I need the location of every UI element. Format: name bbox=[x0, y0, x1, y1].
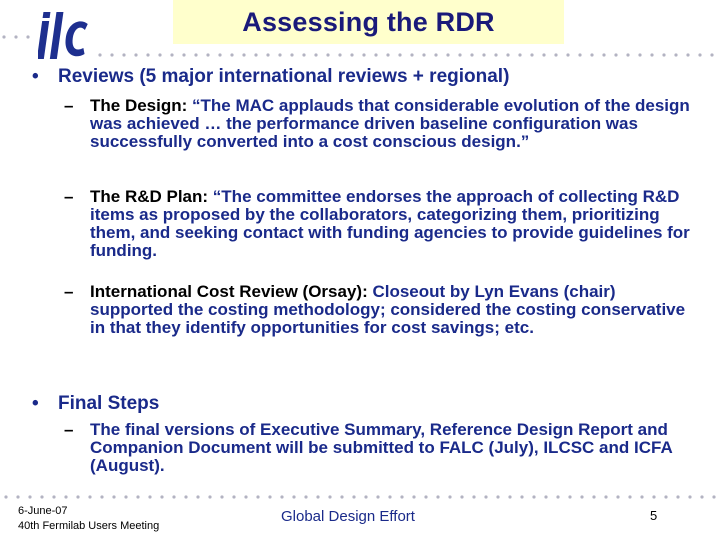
dash-marker: – bbox=[64, 96, 74, 115]
footer-left bbox=[18, 504, 159, 534]
subitem-text: Closeout by Lyn Evans (chair) supported the costing methodology; considered the costing conservative in that they identify opportunities for cost savings; etc. bbox=[90, 282, 686, 337]
bullet-label: Reviews (5 major international reviews + regional) bbox=[58, 66, 510, 87]
subitem-text: “The committee endorses the approach of collecting R&D items as proposed by the collaborators, categorizing them, prioritizing them, and seeking contact with funding agencies to provide guidelines for funding. bbox=[90, 187, 690, 260]
subitem-lead: The R&D Plan: bbox=[90, 187, 209, 206]
header-dotted-rule-left bbox=[0, 34, 720, 40]
header-dotted-rule bbox=[0, 52, 720, 58]
footer-date: 6-June-07 bbox=[18, 505, 68, 517]
subitem-body bbox=[90, 421, 700, 475]
footer-organization: Global Design Effort bbox=[281, 508, 415, 525]
dots-group bbox=[4, 495, 715, 498]
subitem-body bbox=[90, 188, 700, 260]
bullet-marker: • bbox=[32, 66, 39, 87]
subitem-lead: The Design: bbox=[90, 96, 188, 115]
footer-dotted-rule bbox=[0, 494, 720, 500]
subitem-body bbox=[90, 97, 700, 151]
subitem-lead: International Cost Review (Orsay): bbox=[90, 282, 368, 301]
dash-marker: – bbox=[64, 187, 74, 206]
page-number: 5 bbox=[650, 508, 658, 523]
subitem-body bbox=[90, 283, 700, 337]
dash-marker: – bbox=[64, 420, 74, 439]
dots-group bbox=[2, 35, 29, 38]
page-title: Assessing the RDR bbox=[242, 6, 495, 37]
bullet-label: Final Steps bbox=[58, 393, 160, 414]
subitem-text: The final versions of Executive Summary, Reference Design Report and Companion Document will be submitted to FALC (July), ILCSC and ICFA (August). bbox=[90, 420, 673, 475]
dash-marker: – bbox=[64, 282, 74, 301]
dots-group bbox=[98, 53, 713, 56]
bullet-marker: • bbox=[32, 393, 39, 414]
footer-event: 40th Fermilab Users Meeting bbox=[18, 520, 160, 532]
subitem-text: “The MAC applauds that considerable evolution of the design was achieved … the performance driven baseline configuration was successfully converted into a cost conscious design.” bbox=[90, 96, 690, 151]
